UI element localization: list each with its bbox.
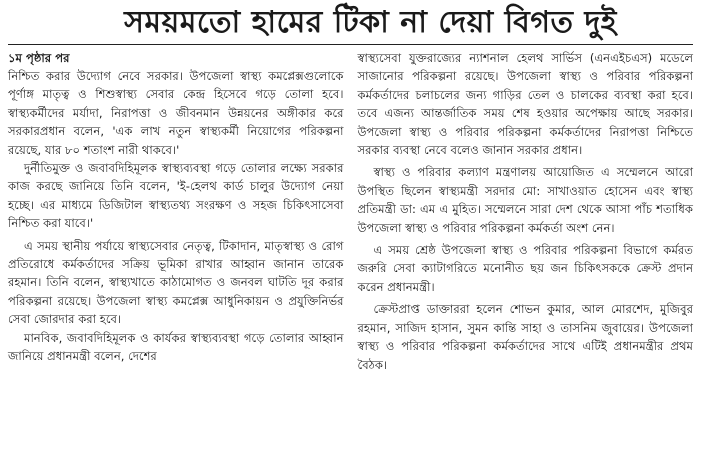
article-columns	[8, 49, 693, 374]
continuation-label: ১ম পৃষ্ঠার পর	[8, 51, 70, 65]
left-paragraph-4: মানবিক, জবাবদিহিমূলক ও কার্যকর স্বাস্থ্যব্যবস্থা গড়ে তোলার আহ্বান জানিয়ে প্রধানমন্ত্রী বলেন, দেশের	[8, 330, 344, 364]
left-paragraph-2: দুর্নীতিমুক্ত ও জবাবদিহিমূলক স্বাস্থ্যব্যবস্থা গড়ে তোলার লক্ষ্যে সরকার কাজ করছে জানিয়ে তিনি বলেন, 'ই-হেলথ কার্ড চালুর উদ্যোগ নেয়া হচ্ছে। এর মাধ্যমে ডিজিটাল স্বাস্থ্যতথ্য সংরক্ষণ ও সহজ চিকিৎসাসেবা নিশ্চিত করা যাবে।'	[8, 161, 344, 231]
right-column	[358, 49, 694, 374]
left-paragraph-3: এ সময় স্থানীয় পর্যায়ে স্বাস্থ্যসেবার নেতৃত্ব, টিকাদান, মাতৃস্বাস্থ্য ও রোগ প্রতিরোধে কর্মকর্তাদের সক্রিয় ভূমিকা রাখার আহ্বান জানান তারেক রহমান। তিনি বলেন, স্বাস্থ্যখাতে কাঠামোগত ও জনবল ঘাটতি দূর করার পরিকল্পনা রয়েছে। উপজেলা স্বাস্থ্য কমপ্লেক্স আধুনিকায়ন ও প্রযুক্তিনির্ভর সেবা জোরদার করা হবে।	[8, 238, 344, 327]
left-paragraph-1: নিশ্চিত করার উদ্যোগ নেবে সরকার। উপজেলা স্বাস্থ্য কমপ্লেক্সগুলোকে পূর্ণাঙ্গ মাতৃত্ব ও শিশুস্বাস্থ্য সেবার কেন্দ্র হিসেবে গড়ে তোলা হবে। স্বাস্থ্যকর্মীদের মর্যাদা, নিরাপত্তা ও জীবনমান উন্নয়নের অঙ্গীকার করে সরকারপ্রধান বলেন, 'এক লাখ নতুন স্বাস্থ্যকর্মী নিয়োগের পরিকল্পনা রয়েছে, যার ৮০ শতাংশ নারী থাকবে।'	[8, 69, 344, 157]
headline-rule	[8, 44, 693, 45]
right-paragraph-3: এ সময় শ্রেষ্ঠ উপজেলা স্বাস্থ্য ও পরিবার পরিকল্পনা বিভাগে কর্মরত জরুরি সেবা ক্যাটাগরিতে মনোনীত ছয় জন চিকিৎসককে ক্রেস্ট প্রদান করেন প্রধানমন্ত্রী।	[357, 243, 693, 294]
right-paragraph-1: স্বাস্থ্যসেবা যুক্তরাজ্যের ন্যাশনাল হেলথ সার্ভিস (এনএইচএস) মডেলে সাজানোর পরিকল্পনা রয়েছে। উপজেলা স্বাস্থ্য ও পরিবার পরিকল্পনা কর্মকর্তাদের চলাচলের জন্য গাড়ির তেল ও চালকের ব্যবস্থা করা হবে। তবে এজন্য আন্তর্জাতিক সময় শেষ হওয়ার অপেক্ষায় আছে সরকার। উপজেলা স্বাস্থ্য ও পরিবার পরিকল্পনা কর্মকর্তাদের নিরাপত্তা নিশ্চিতে সরকার ব্যবস্থা নেবে বলেও জানান সরকার প্রধান।	[357, 51, 693, 158]
right-paragraph-4: ক্রেস্টপ্রাপ্ত ডাক্তাররা হলেন শোভন কুমার, আল মোরশেদ, মুজিবুর রহমান, সাজিদ হাসান, সুমন কান্তি সাহা ও তাসনিম জুবায়ের। উপজেলা স্বাস্থ্য ও পরিবার পরিকল্পনা কর্মকর্তাদের সাথে এটিই প্রধানমন্ত্রীর প্রথম বৈঠক।	[357, 302, 693, 372]
left-column	[8, 49, 344, 374]
right-paragraph-2: স্বাস্থ্য ও পরিবার কল্যাণ মন্ত্রণালয় আয়োজিত এ সম্মেলনে আরো উপস্থিত ছিলেন স্বাস্থ্যমন্ত্রী সরদার মো: সাখাওয়াত হোসেন এবং স্বাস্থ্য প্রতিমন্ত্রী ডা: এম এ মুহিত। সম্মেলনে সারা দেশ থেকে আসা পাঁচ শতাধিক উপজেলা স্বাস্থ্য ও পরিবার পরিকল্পনা কর্মকর্তা অংশ নেন।	[357, 165, 693, 235]
headline: সময়মতো হামের টিকা না দেয়া বিগত দুই	[124, 5, 617, 40]
